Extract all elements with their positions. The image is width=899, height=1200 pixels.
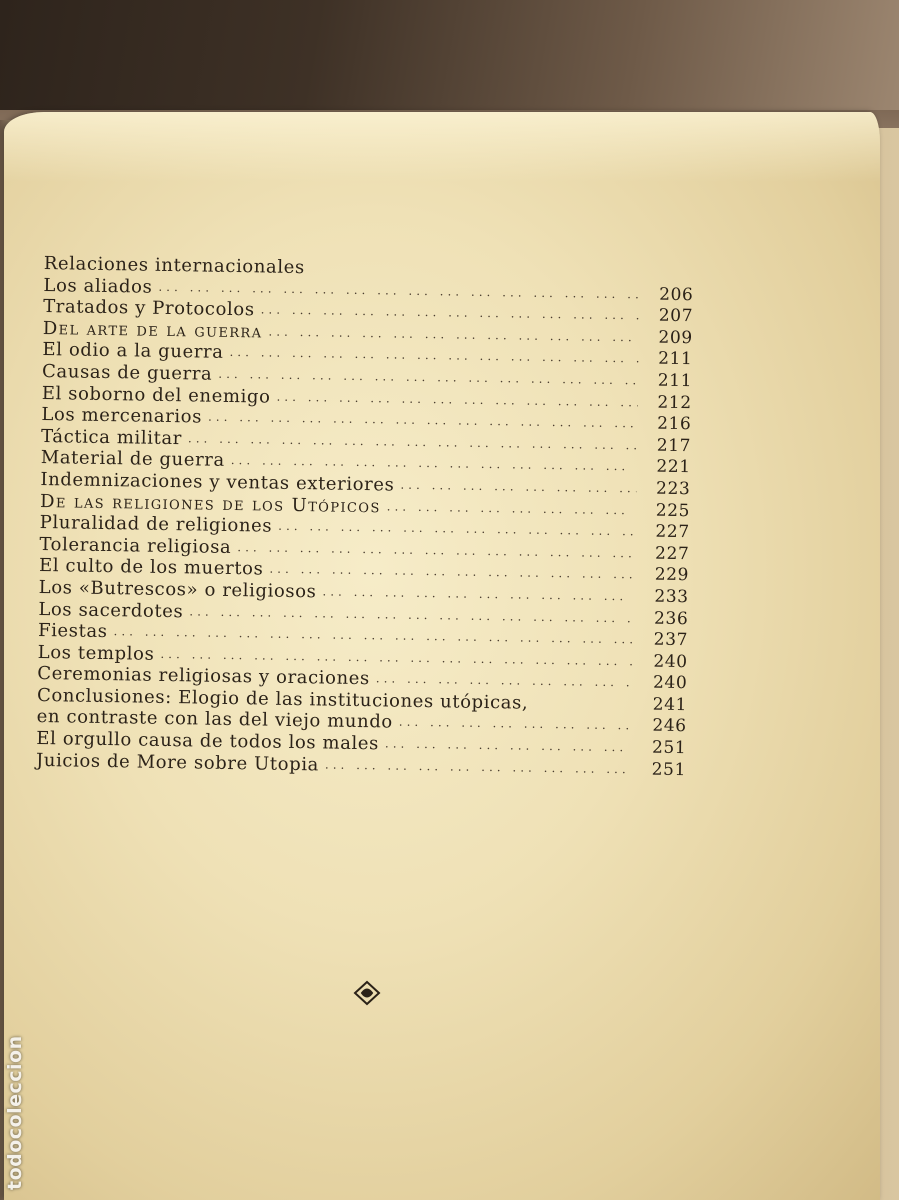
toc-entry-page: 227 <box>655 521 690 543</box>
toc-entry-page: 233 <box>654 586 689 608</box>
toc-entry-title: De las religiones de los Utópicos <box>39 490 381 517</box>
toc-entry-title: Del arte de la guerra <box>42 317 263 343</box>
toc-entry-page: 236 <box>653 608 689 629</box>
toc-entry-title: Ceremonias religiosas y oraciones <box>37 663 370 690</box>
toc-entry-page: 246 <box>652 716 687 737</box>
toc-entry-title: Los sacerdotes <box>38 598 184 622</box>
toc-entry-page: 241 <box>652 694 688 716</box>
toc-entry-page: 216 <box>656 413 692 435</box>
toc-entry-page: 211 <box>657 370 693 392</box>
toc-entry-title: Causas de guerra <box>41 360 213 385</box>
toc-entry-title: El odio a la guerra <box>42 339 224 364</box>
toc-entry-title: Fiestas <box>37 620 108 643</box>
watermark: todocoleccion <box>4 1035 26 1190</box>
toc-entry-title: Los «Butrescos» o religiosos <box>38 576 317 603</box>
toc-entry-page: 225 <box>655 500 691 521</box>
toc-entry-title: Los aliados <box>43 274 153 298</box>
toc-entry-title: Tratados y Protocolos <box>42 296 255 321</box>
toc-entry-title: El culto de los muertos <box>38 555 264 580</box>
toc-entry-title: Conclusiones: Elogio de las instituciones utópicas, <box>36 684 529 714</box>
toc-entry-title: Tolerancia religiosa <box>39 533 232 558</box>
toc-entry-page: 212 <box>657 392 692 413</box>
toc-entry-page: 227 <box>654 543 690 564</box>
toc-entry-title: Los mercenarios <box>41 404 203 428</box>
table-of-contents <box>36 253 694 781</box>
toc-entry-title: Material de guerra <box>40 447 225 472</box>
toc-entry-title: Juicios de More sobre Utopia <box>35 749 320 776</box>
toc-entry-page: 240 <box>652 672 688 694</box>
toc-entry-title: El soborno del enemigo <box>41 382 271 408</box>
toc-entry-title: Los templos <box>37 641 155 665</box>
toc-entry-title: Relaciones internacionales <box>43 253 305 279</box>
background-shadow <box>0 0 899 110</box>
toc-entry-page: 209 <box>658 327 693 348</box>
ornament-icon <box>352 980 382 1006</box>
toc-entry-title: Táctica militar <box>40 425 183 449</box>
toc-entry-title: El orgullo causa de todos los males <box>36 728 380 755</box>
toc-entry-title: en contraste con las del viejo mundo <box>36 706 393 734</box>
toc-entry-page: 223 <box>655 478 691 500</box>
toc-entry-page: 237 <box>653 629 689 651</box>
toc-entry-page: 217 <box>656 435 692 456</box>
toc-entry-page: 240 <box>653 651 688 672</box>
toc-entry-page: 206 <box>659 284 694 305</box>
toc-entry-page: 251 <box>651 759 687 780</box>
toc-entry-page: 211 <box>658 349 693 370</box>
toc-entry-page: 229 <box>654 564 690 586</box>
toc-entry-title: Pluralidad de religiones <box>39 512 273 537</box>
toc-entry-title: Indemnizaciones y ventas exteriores <box>40 468 395 496</box>
toc-entry-page: 207 <box>658 305 694 327</box>
toc-entry-page: 251 <box>651 737 687 759</box>
toc-entry-page: 221 <box>656 456 691 478</box>
